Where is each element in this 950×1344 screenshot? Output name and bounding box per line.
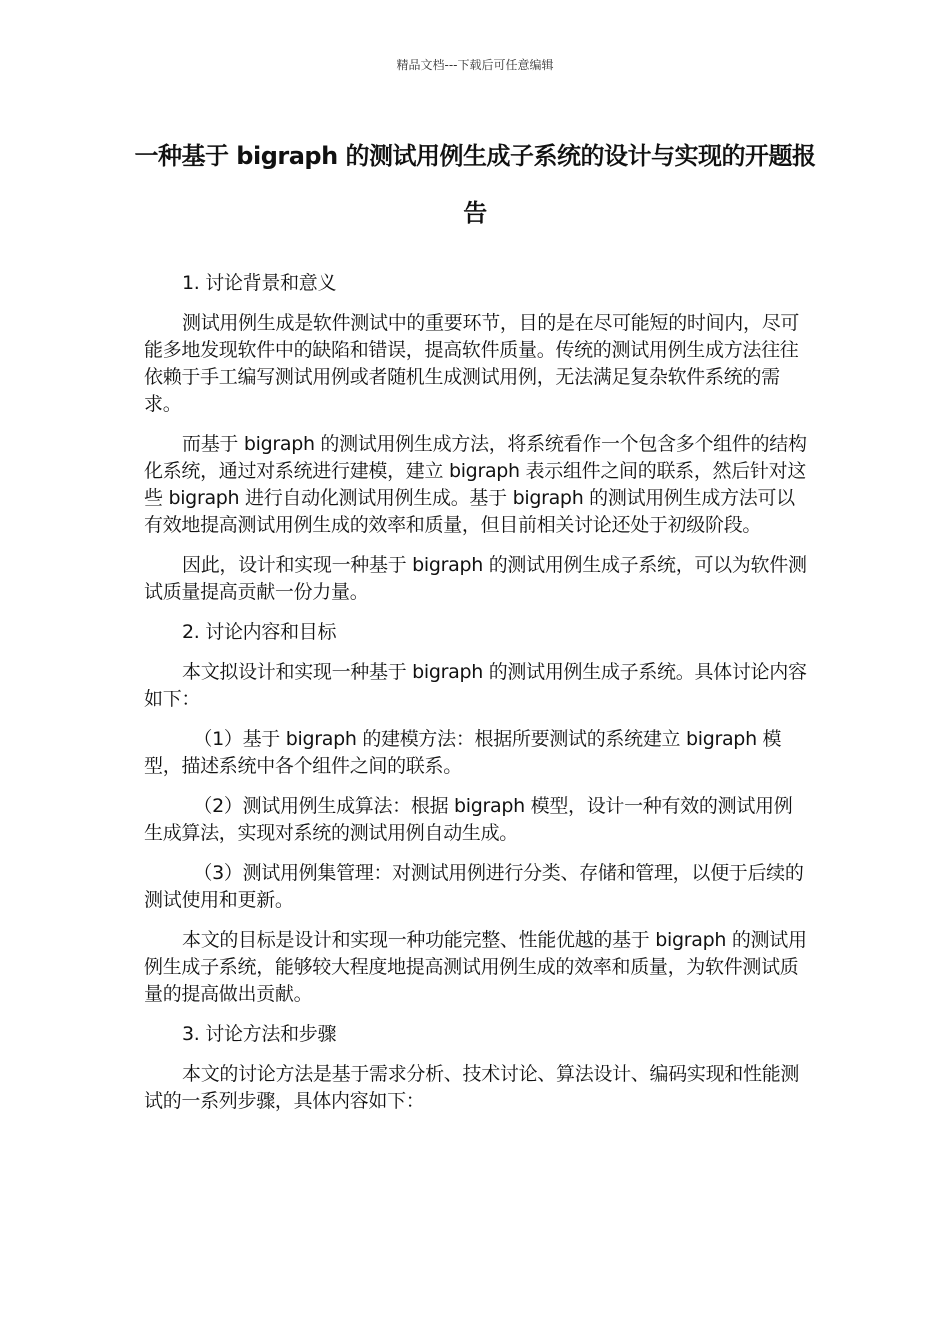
header-note: 精品文档---下载后可任意编辑	[396, 58, 554, 72]
section-2-item-3: （3）测试用例集管理：对测试用例进行分类、存储和管理，以便于后续的测试使用和更新。	[144, 862, 804, 911]
section-1-paragraph-2: 而基于 bigraph 的测试用例生成方法，将系统看作一个包含多个组件的结构化系统，通过对系统进行建模，建立 bigraph 表示组件之间的联系，然后针对这些 bigraph 进行自动化测试用例生成。基于 bigraph 的测试用例生成方法可以有效地提高测试用例生成的效率和质量，但目前相关讨论还处于初级阶段。	[144, 433, 807, 536]
section-1-paragraph-3: 因此，设计和实现一种基于 bigraph 的测试用例生成子系统，可以为软件测试质量提高贡献一份力量。	[144, 554, 807, 603]
section-1-heading: 1. 讨论背景和意义	[182, 272, 337, 294]
section-1-paragraph-1: 测试用例生成是软件测试中的重要环节，目的是在尽可能短的时间内，尽可能多地发现软件中的缺陷和错误，提高软件质量。传统的测试用例生成方法往往依赖于手工编写测试用例或者随机生成测试用例，无法满足复杂软件系统的需求。	[144, 312, 800, 415]
section-3-paragraph-1: 本文的讨论方法是基于需求分析、技术讨论、算法设计、编码实现和性能测试的一系列步骤，具体内容如下：	[144, 1063, 800, 1112]
section-2-heading: 2. 讨论内容和目标	[182, 621, 337, 643]
section-2-item-1: （1）基于 bigraph 的建模方法：根据所要测试的系统建立 bigraph 模型，描述系统中各个组件之间的联系。	[144, 728, 782, 777]
section-3-heading: 3. 讨论方法和步骤	[182, 1023, 337, 1045]
document-body	[144, 270, 808, 1128]
section-2-paragraph-2: 本文的目标是设计和实现一种功能完整、性能优越的基于 bigraph 的测试用例生成子系统，能够较大程度地提高测试用例生成的效率和质量，为软件测试质量的提高做出贡献。	[144, 929, 807, 1005]
section-2-paragraph-1: 本文拟设计和实现一种基于 bigraph 的测试用例生成子系统。具体讨论内容如下：	[144, 661, 807, 710]
document-title: 一种基于 bigraph 的测试用例生成子系统的设计与实现的开题报告	[134, 142, 816, 227]
section-2-item-2: （2）测试用例生成算法：根据 bigraph 模型，设计一种有效的测试用例生成算法，实现对系统的测试用例自动生成。	[144, 795, 793, 844]
